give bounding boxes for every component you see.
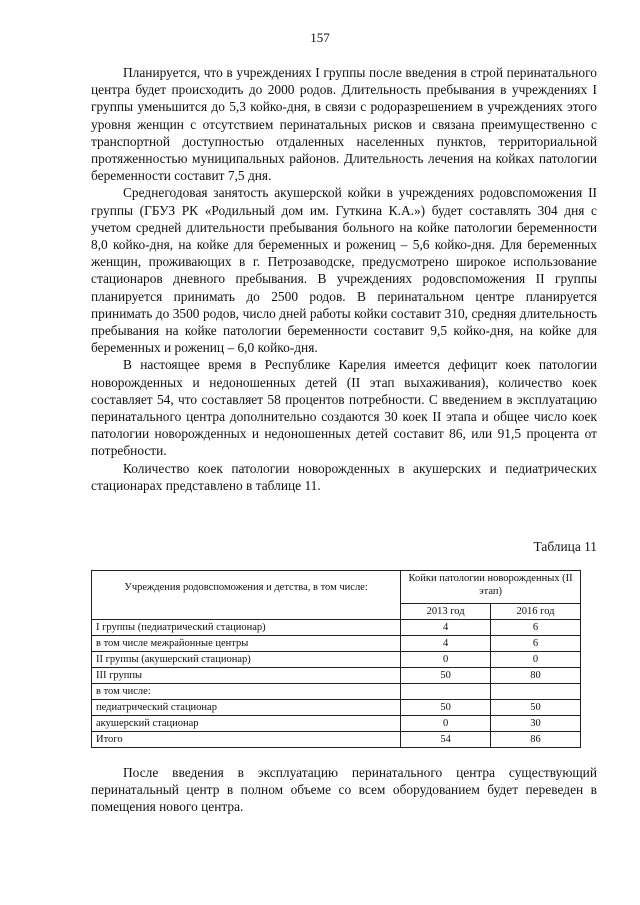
row-name: II группы (акушерский стационар): [92, 651, 401, 667]
paragraph-bed-deficit: В настоящее время в Республике Карелия имеется дефицит коек патологии новорожденных и недоношенных детей (II этап выхаживания), количество коек составляет 54, что составляет 58 процентов потребности. С введением в эксплуатацию перинатального центра дополнительно создаются 30 коек II этапа и общее число коек патологии новорожденных и недоношенных детей составит 86, или 91,5 процента от потребности.: [91, 357, 597, 459]
row-value-2016: 30: [491, 715, 581, 731]
row-name: III группы: [92, 667, 401, 683]
header-institutions: Учреждения родовспоможения и детства, в том числе:: [92, 571, 401, 604]
table-header-row: [92, 571, 581, 604]
row-value-2016: 50: [491, 699, 581, 715]
table-row: [92, 651, 581, 667]
paragraph-closing: После введения в эксплуатацию перинатального центра существующий перинатальный центр в полном объеме со всем оборудованием будет переведен в помещения нового центра.: [91, 765, 597, 815]
row-name: I группы (педиатрический стационар): [92, 619, 401, 635]
row-value-2013: 0: [401, 715, 491, 731]
table-row: [92, 683, 581, 699]
page-number: 157: [310, 30, 330, 45]
header-blank-cell: [92, 603, 401, 619]
row-value-2013: 50: [401, 667, 491, 683]
row-value-2013: [401, 683, 491, 699]
row-value-2016: 6: [491, 619, 581, 635]
neonatal-beds-table: [91, 570, 581, 748]
paragraph-group-one: Планируется, что в учреждениях I группы после введения в строй перинатального центра будет происходить до 2000 родов. Длительность пребывания в учреждениях I группы уменьшится до 5,3 койко-дня, в связи с родоразрешением в учреждениях этого уровня женщин с отсутствием перинатальных рисков и связана преимущественно с транспортной доступностью отдаленных населенных пунктов, территориальной протяженностью муниципальных районов. Длительность лечения на койках патологии беременности составит 7,5 дня.: [91, 65, 597, 184]
table-caption: Таблица 11: [533, 539, 597, 554]
row-value-2013: 54: [401, 731, 491, 747]
table-row-total: [92, 731, 581, 747]
table-row: [92, 619, 581, 635]
row-name: в том числе:: [92, 683, 401, 699]
table-row: [92, 715, 581, 731]
row-value-2013: 0: [401, 651, 491, 667]
row-value-2013: 4: [401, 635, 491, 651]
table-row: [92, 635, 581, 651]
row-value-2016: 0: [491, 651, 581, 667]
row-value-2013: 50: [401, 699, 491, 715]
table-row: [92, 699, 581, 715]
paragraph-group-two: Среднегодовая занятость акушерской койки в учреждениях родовспоможения II группы (ГБУЗ РК «Родильный дом им. Гуткина К.А.») будет составлять 304 дня с учетом средней длительности пребывания больного на койке патологии беременности 8,0 койко-дня, на койке для беременных и рожениц – 5,6 койко-дня. Для беременных женщин, проживающих в г. Петрозаводске, предусмотрено широкое использование стационаров дневного пребывания. В учреждениях родовспоможения II группы планируется принимать до 2500 родов. В перинатальном центре планируется принимать до 3500 родов, число дней работы койки составит 310, средняя длительность пребывания на койке патологии беременности составит 9,5 койко-дня, на койке для беременных и рожениц – 6,0 койко-дня.: [91, 185, 597, 356]
table-year-row: [92, 603, 581, 619]
closing-text: [91, 764, 597, 816]
body-text: [91, 64, 597, 494]
row-name: в том числе межрайонные центры: [92, 635, 401, 651]
row-value-2016: 86: [491, 731, 581, 747]
row-value-2013: 4: [401, 619, 491, 635]
header-year-2013: 2013 год: [401, 603, 491, 619]
header-year-2016: 2016 год: [491, 603, 581, 619]
row-name: Итого: [92, 731, 401, 747]
row-name: педиатрический стационар: [92, 699, 401, 715]
header-beds: Койки патологии новорожденных (II этап): [401, 571, 581, 604]
table-row: [92, 667, 581, 683]
paragraph-table-intro: Количество коек патологии новорожденных в акушерских и педиатрических стационарах представлено в таблице 11.: [91, 460, 597, 493]
row-name: акушерский стационар: [92, 715, 401, 731]
row-value-2016: [491, 683, 581, 699]
row-value-2016: 6: [491, 635, 581, 651]
row-value-2016: 80: [491, 667, 581, 683]
